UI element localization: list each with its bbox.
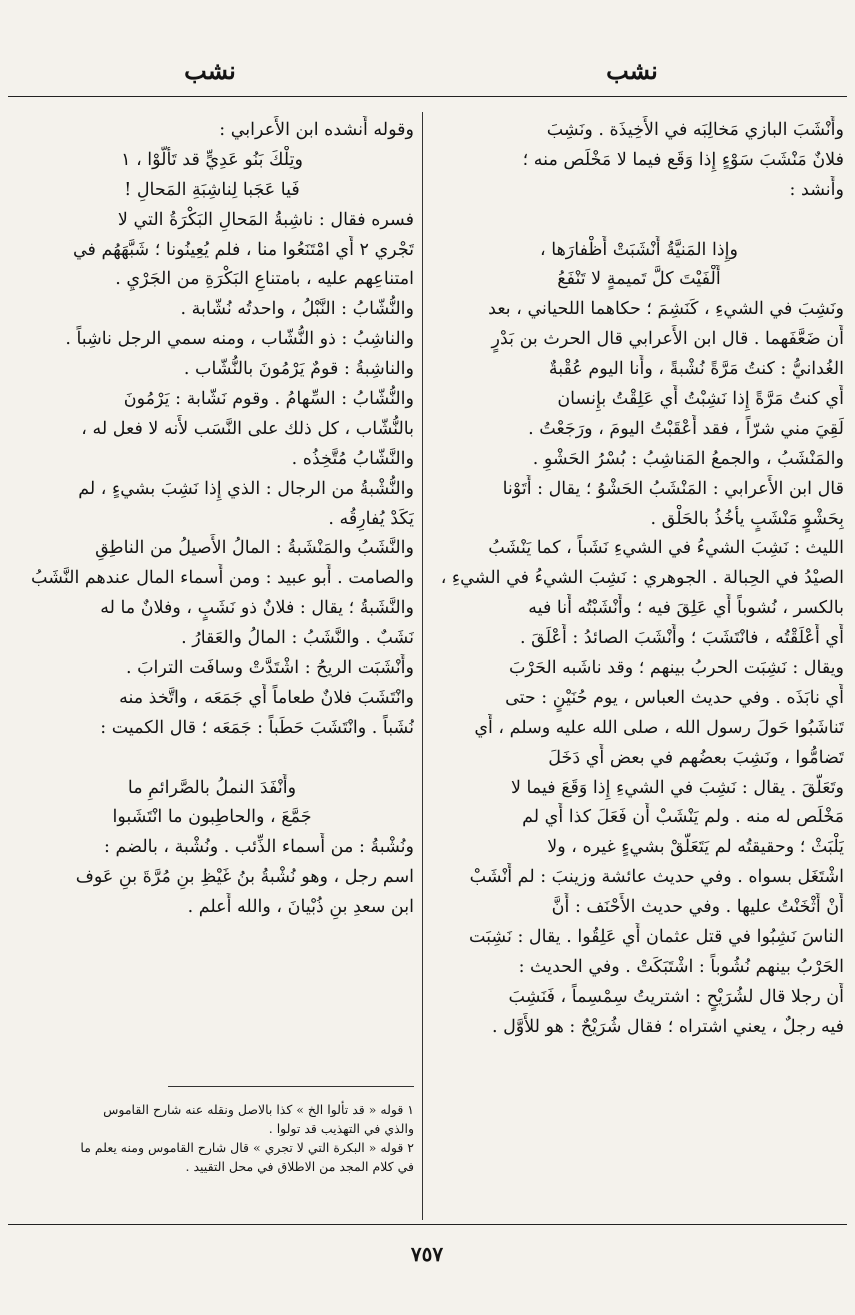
verse-line: وأَنْفَدَ النملُ بالصَّرائمِ ما: [127, 777, 297, 798]
text-line: والناشِبةُ : قومٌ يَرْمُونَ بالنُّشّاب .: [183, 359, 414, 380]
text-line: تَناشَبُوا حَولَ رسول الله ، صلى الله عليه وسلم ، أَي: [474, 717, 844, 738]
text-line: وأَنشد :: [789, 179, 844, 200]
text-line: بالكسر ، نُشوباً أَي عَلِقَ فيه ؛ وأَنْشَبْتُه أَنا فيه: [528, 598, 844, 619]
text-line: وانْتَشَبَ فلانٌ طعاماً أَي جَمَعَه ، واتَّخذ منه: [119, 687, 414, 708]
running-header-left: نشب: [184, 56, 236, 85]
text-line: والمَنْشَبُ ، والجمعُ المَناشِبُ : بُسْرُ الحَشْوِ .: [532, 448, 844, 469]
text-line: لَقِيَ مني شرّاً ، فقد أَعْقَبْتُ اليومَ ، ورَجَعْتُ .: [528, 418, 844, 439]
text-line: وأَنْشَبَت الريحُ : اشْتَدَّتْ وسافَت الترابَ .: [125, 658, 414, 679]
text-line: بِحَشْوٍ مَنْشَبٍ يأْخُذُ بالحَلْق .: [650, 508, 844, 529]
text-line: ويقال : نَشِبَت الحربُ بينهم ؛ وقد ناشَبه الحَرْبَ: [508, 658, 844, 679]
text-line: اسم رجل ، وهو نُشْبةُ بنُ غَيْظِ بنِ مُرَّةَ بنِ عَوف: [75, 867, 414, 888]
text-line: فيه رجلٌ ، يعني اشتراه ؛ فقال شُرَيْحٌ : هو للأَوَّل .: [491, 1016, 844, 1037]
text-line: ونُشْبةُ : من أَسماء الذِّئب . ونُشْبة ، بالضم :: [104, 837, 414, 858]
text-line: الحَرْبُ بينهم نُشُوباً : اشْتَبَكَتْ . وفي الحديث :: [518, 956, 844, 977]
text-line: والنُّشْبةُ من الرجال : الذي إِذا نَشِبَ بشيءٍ ، لم: [78, 478, 414, 499]
text-line: يَلْبَثْ ؛ وحقيقتُه لم يَتَعَلَّقْ بشيءٍ غيره ، ولا: [547, 837, 844, 858]
header-rule: [8, 96, 847, 97]
verse-line: وإِذا المَنيَّةُ أَنْشَبَتْ أَظْفارَها ،: [540, 239, 738, 260]
text-line: الناسَ نَشِبُوا في قتل عثمان أَي عَلِقُوا . يقال : نَشِبَت: [468, 927, 844, 948]
text-line: والناشِبُ : ذو النُّشّاب ، ومنه سمي الرجل ناشِباً .: [65, 329, 414, 350]
footnote-rule: [168, 1086, 414, 1087]
left-column: [10, 116, 414, 923]
text-line: أَنْ أَثْخَنْتُ عليها . وفي حديث الأَحْنَف : أَنَّ: [551, 897, 844, 918]
text-line: قال ابن الأَعرابي : المَنْشَبُ الحَشْوُ ؛ يقال : أَتَوْنا: [502, 478, 844, 499]
text-line: أَن ضَعَّفَهما . قال ابن الأَعرابي قال الحرث بن بَدْرٍ: [491, 329, 844, 350]
text-line: والنَّشَبُ والمَنْشَبةُ : المالُ الأَصيلُ من الناطِقِ: [95, 538, 414, 559]
running-header-right: نشب: [606, 56, 658, 85]
footnote-line: ٢ قوله « البكرة التي لا تجري » قال شارح القاموس ومنه يعلم ما: [80, 1140, 414, 1155]
text-line: والنُّشّابُ : النَّبْلُ ، واحدتُه نُشّابة .: [180, 299, 414, 320]
text-line: والصامت . أَبو عبيد : ومن أَسماء المال عندهم النَّشَبُ: [31, 568, 414, 589]
text-line: الليث : نَشِبَ الشيءُ في الشيءِ نَشَباً ، كما يَنْشَبُ: [488, 538, 844, 559]
text-line: بالنُّشّاب ، كل ذلك على النَّسَب لأَنه لا فعل له ،: [81, 418, 414, 439]
text-line: أَي كنتُ مَرَّةً إِذا نَشِبْتُ أَي عَلِقْتُ بإِنسان: [557, 389, 844, 410]
text-line: ابن سعدِ بنِ ذُبْيانَ ، والله أَعلم .: [187, 897, 414, 918]
column-divider: [422, 112, 423, 1220]
text-line: امتناعِهم عليه ، بامتناعِ البَكْرَةِ من الجَرْيِ .: [115, 269, 414, 290]
text-line: ونَشِبَ في الشيءِ ، كَنَشِمَ ؛ حكاهما اللحياني ، بعد: [488, 299, 844, 320]
text-line: وقوله أَنشده ابن الأَعرابي :: [219, 120, 414, 140]
text-line: مَخْلَص له منه . ولم يَنْشَبْ أَن فَعَلَ كذا أَي لم: [522, 807, 844, 828]
page-number: ٧٥٧: [410, 1242, 444, 1266]
footnote-line: ١ قوله « قد تألوا الخ » كذا بالاصل ونقله عنه شارح القاموس: [103, 1102, 414, 1117]
text-line: نُشَباً . وانْتَشَبَ حَطَباً : جَمَعَه ؛ قال الكميت :: [100, 717, 414, 738]
text-line: والنُّشّابُ : السِّهامُ . وقوم نَشّابة : يَرْمُونَ: [123, 389, 414, 410]
text-line: تَجْري ٢ أَي امْتَنَعُوا منا ، فلم يُعِينُونا ؛ شَبَّهَهُم في: [72, 239, 414, 260]
text-line: والنَّشَبةُ ؛ يقال : فلانٌ ذو نَشَبٍ ، وفلانٌ ما له: [100, 598, 414, 619]
text-line: اشْتَغَل بسواه . وفي حديث عائشة وزينبَ : لم أَنْشَبْ: [469, 867, 844, 888]
text-line: وتَعَلَّقَ . يقال : نَشِبَ في الشيءِ إِذا وَقَعَ فيما لا: [511, 777, 844, 798]
text-line: أَي نابَذَه . وفي حديث العباس ، يوم حُنَيْنٍ : حتى: [505, 687, 844, 708]
text-line: الصيْدُ في الحِبالة . الجوهري : نَشِبَ الشيءُ في الشيءِ ،: [440, 568, 844, 589]
text-line: أَي أَعْلَقْتُه ، فانْتَشَبَ ؛ وأَنْشَبَ الصائدُ : أَعْلَقَ .: [520, 628, 844, 649]
text-line: فلانٌ مَنْشَبَ سَوْءٍ إِذا وَقَع فيما لا مَخْلَص منه ؛: [522, 149, 844, 170]
footnote-line: في كلام المجد من الاطلاق في محل التقييد .: [185, 1159, 414, 1174]
text-line: يَكَدْ يُفارِقُه .: [328, 508, 414, 529]
text-line: أَن رجلا قال لشُرَيْحٍ : اشتريتُ سِمْسِماً ، فَنَشِبَ: [508, 986, 844, 1007]
text-line: وأَنْشَبَ البازي مَخالِبَه في الأَخِيذَة . ونَشِبَ: [546, 120, 844, 140]
blank-line: [10, 744, 414, 774]
footnote-line: والذي في التهذيب قد تولوا .: [268, 1121, 414, 1136]
right-column: [434, 116, 844, 1043]
text-line: الغُدانيُّ : كنتُ مَرَّةً نُشْبةً ، وأَنا اليوم عُقْبةٌ: [548, 359, 844, 380]
text-line: والنَّشّابُ مُتَّخِذُه .: [291, 448, 414, 469]
verse-line: فَيا عَجَبا لِناشِبَةِ المَحالِ !: [124, 179, 300, 200]
text-line: فسره فقال : ناشِبةُ المَحالِ البَكْرَةُ التي لا: [117, 209, 414, 230]
verse-line: أَلْفَيْتَ كلَّ تَميمةٍ لا تَنْفَعُ: [557, 269, 721, 290]
footnotes: [10, 1100, 414, 1176]
footer-rule: [8, 1224, 847, 1225]
blank-line: [434, 206, 844, 236]
text-line: تَضامُّوا ، ونَشِبَ بعضُهم في بعض أَي دَخَلَ: [548, 747, 844, 768]
verse-line: جَمَّعَ ، والحاطِبون ما انْتَشَبوا: [112, 807, 312, 828]
verse-line: وتِلْكَ بَنُو عَدِيٍّ قد تَأَلَّوْا ، ١: [121, 149, 303, 170]
text-line: نَشَبٌ . والنَّشَبُ : المالُ والعَقارُ .: [181, 628, 414, 649]
